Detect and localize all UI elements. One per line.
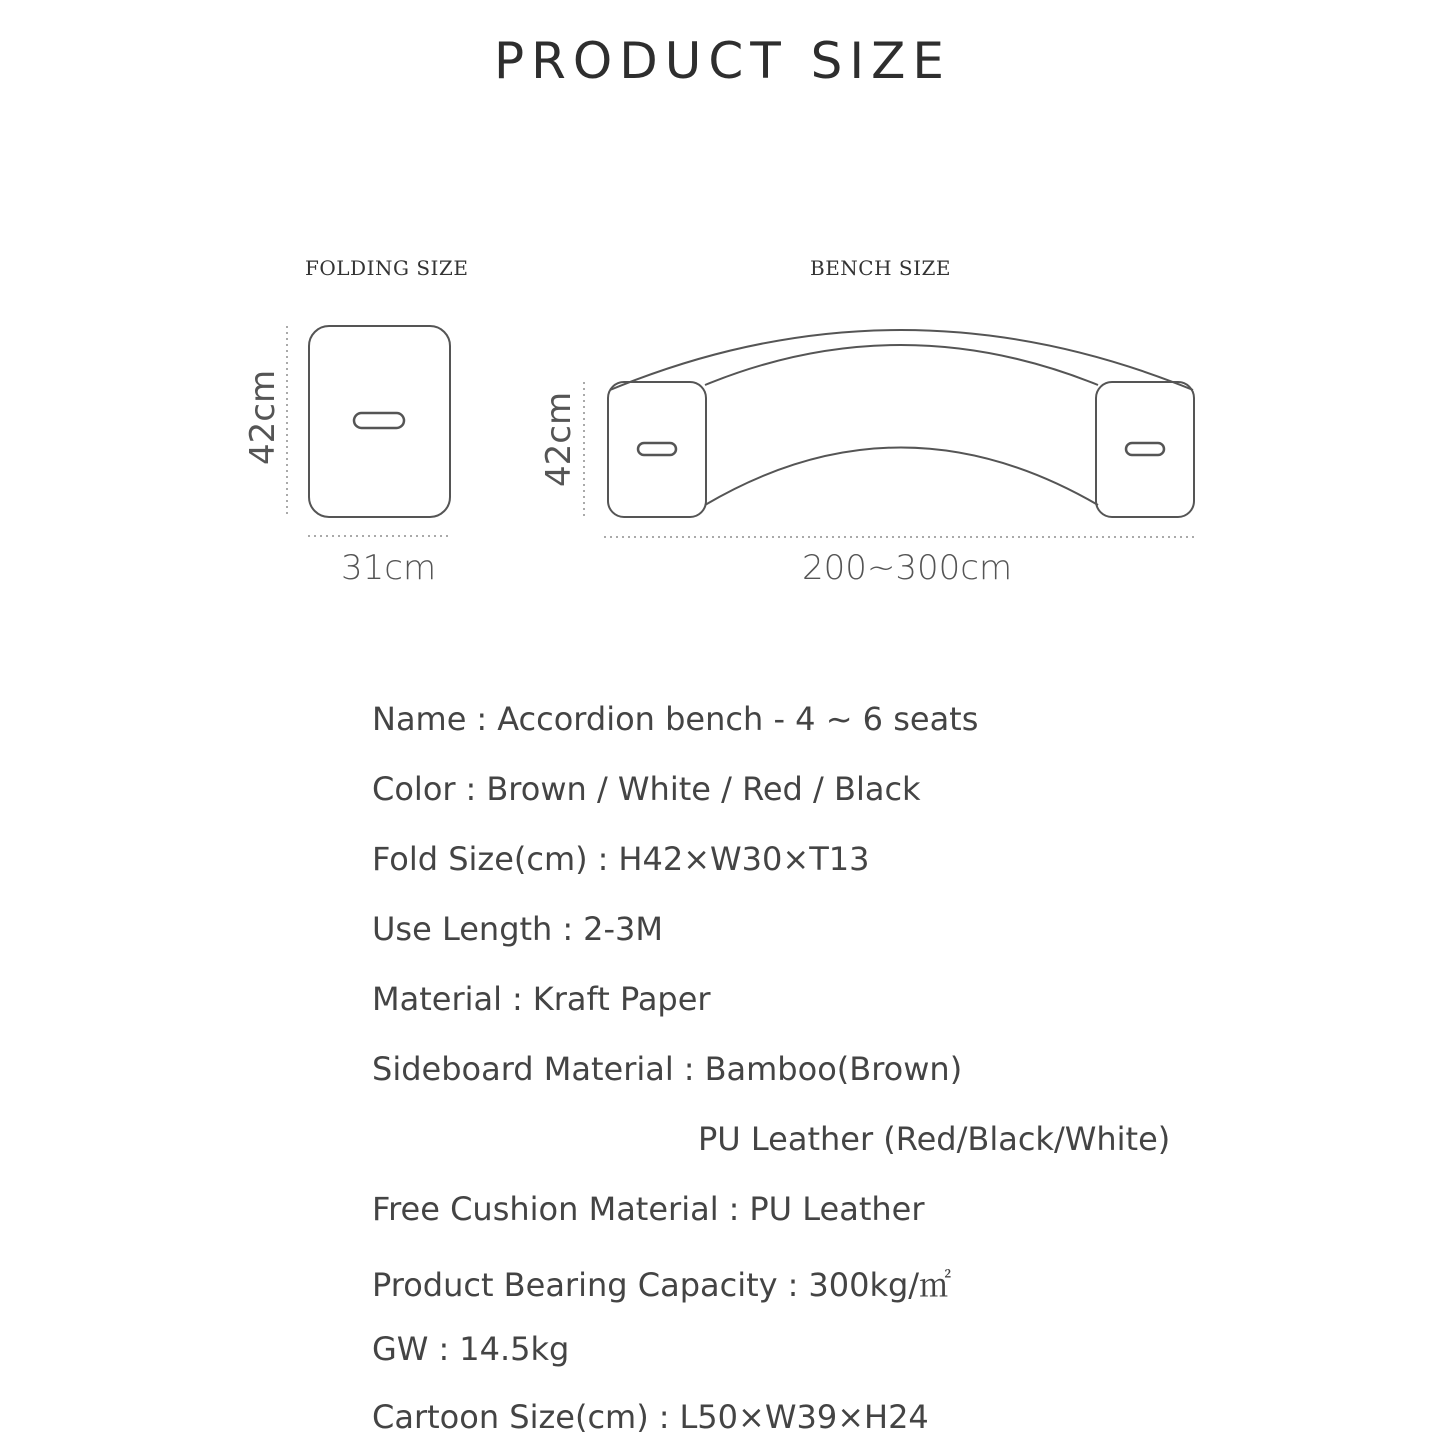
bench-height-label: 42cm (539, 391, 579, 487)
folding-width-label: 31cm (341, 548, 437, 588)
spec-sideboard-material-continued: PU Leather (Red/Black/White) (698, 1120, 1171, 1158)
spec-fold-size: Fold Size(cm) : H42×W30×T13 (372, 840, 870, 878)
spec-use-length: Use Length : 2-3M (372, 910, 663, 948)
folding-size-label: FOLDING SIZE (305, 256, 469, 280)
spec-gross-weight: GW : 14.5kg (372, 1330, 570, 1368)
size-diagram (0, 0, 1445, 620)
spec-carton-size: Cartoon Size(cm) : L50×W39×H24 (372, 1398, 929, 1436)
bench-size-label: BENCH SIZE (810, 256, 951, 280)
bench-drawing (608, 330, 1194, 517)
spec-material: Material : Kraft Paper (372, 980, 711, 1018)
spec-free-cushion-material: Free Cushion Material : PU Leather (372, 1190, 925, 1228)
folding-height-label: 42cm (243, 369, 283, 465)
spec-name: Name : Accordion bench - 4 ~ 6 seats (372, 700, 979, 738)
folding-dimension-lines (287, 326, 452, 536)
folding-block-drawing (309, 326, 450, 517)
spec-bearing-capacity: Product Bearing Capacity : 300kg/㎡ (372, 1266, 952, 1304)
page-title: PRODUCT SIZE (493, 32, 952, 90)
spec-color: Color : Brown / White / Red / Black (372, 770, 921, 808)
bench-width-label: 200~300cm (802, 548, 1013, 588)
spec-sideboard-material: Sideboard Material : Bamboo(Brown) (372, 1050, 963, 1088)
